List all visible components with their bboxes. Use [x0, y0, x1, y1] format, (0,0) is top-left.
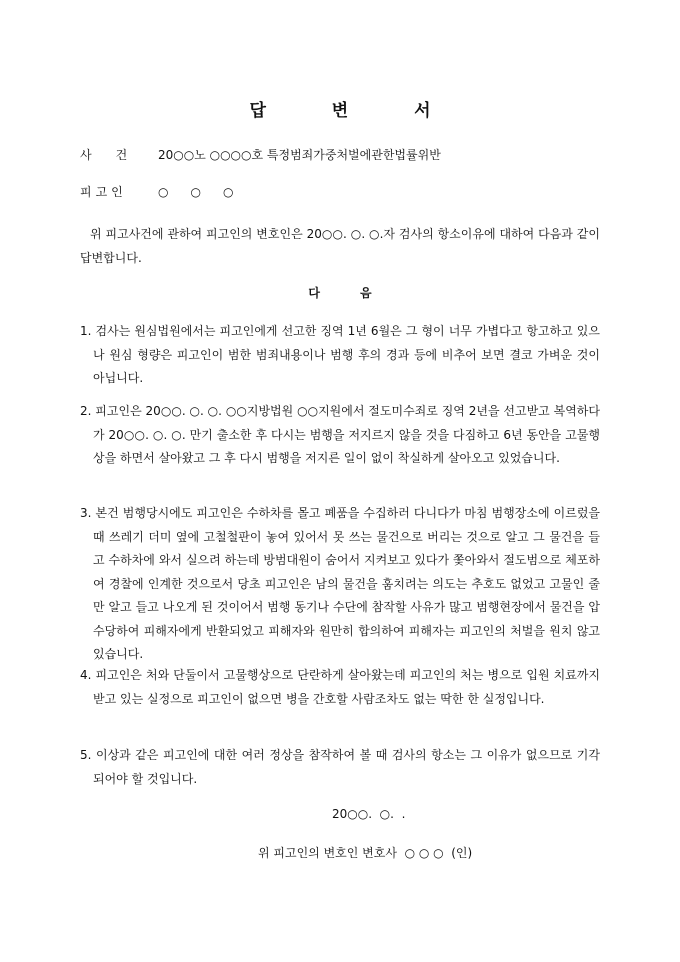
case-label: 사건 — [80, 148, 152, 162]
defendant-label: 피고인 — [80, 185, 127, 199]
defendant-value: ○○○ — [158, 185, 256, 199]
case-row — [80, 146, 441, 163]
case-value: 20○○노 ○○○○호 특정범죄가중처벌에관한법률위반 — [158, 148, 441, 162]
section-heading: 다음 — [308, 286, 412, 300]
list-item: 5. 이상과 같은 피고인에 대한 여러 정상을 참작하여 볼 때 검사의 항소는 그 이유가 없으므로 기각되어야 할 것입니다. — [80, 748, 600, 786]
list-item: 1. 검사는 원심법원에서는 피고인에게 선고한 징역 1년 6월은 그 형이 너무 가볍다고 항고하고 있으나 원심 형량은 피고인이 범한 범죄내용이나 범행 후의 경과 등에 비추어 보면 결코 가벼운 것이 아닙니다. — [80, 324, 600, 385]
intro-paragraph: 위 피고사건에 관하여 피고인의 변호인은 20○○. ○. ○.자 검사의 항소이유에 대하여 다음과 같이 답변합니다. — [80, 227, 600, 265]
defendant-row — [80, 183, 255, 200]
list-item: 3. 본건 범행당시에도 피고인은 수하차를 몰고 폐품을 수집하러 다니다가 마침 범행장소에 이르렀을 때 쓰레기 더미 옆에 고철철판이 놓여 있어서 못 쓰는 물건으로 버리는 것으로 알고 그 물건을 들고 수하차에 와서 실으려 하는데 방범대원이 숨어서 지켜보고 있다가 쫓아와서 절도범으로 체포하여 경찰에 인계한 것으로서 당초 피고인은 남의 물건을 훔치려는 의도는 추호도 없었고 고물인 줄만 알고 들고 나오게 된 것이어서 범행 동기나 수단에 참작할 사유가 많고 범행현장에서 물건을 압수당하여 피해자에게 반환되었고 피해자와 원만히 합의하여 피해자는 피고인의 처벌을 원치 않고 있습니다. — [80, 506, 600, 661]
list-item: 2. 피고인은 20○○. ○. ○. ○○지방법원 ○○지원에서 절도미수죄로 징역 2년을 선고받고 복역하다가 20○○. ○. ○. 만기 출소한 후 다시는 범행을 저지르지 않을 것을 다짐하고 6년 동안을 고물행상을 하면서 살아왔고 그 후 다시 범행을 저지른 일이 없이 착실하게 살아오고 있었습니다. — [80, 404, 600, 465]
document-title: 답 변 서 — [249, 101, 461, 121]
list-item: 4. 피고인은 처와 단둘이서 고물행상으로 단란하게 살아왔는데 피고인의 처는 병으로 입원 치료까지 받고 있는 실정으로 피고인이 없으면 병을 간호할 사람조차도 없는 딱한 한 실정입니다. — [80, 668, 600, 706]
signature-line: 위 피고인의 변호인 변호사 ○ ○ ○ (인) — [258, 846, 473, 860]
document-date: 20○○. ○. . — [332, 807, 406, 821]
